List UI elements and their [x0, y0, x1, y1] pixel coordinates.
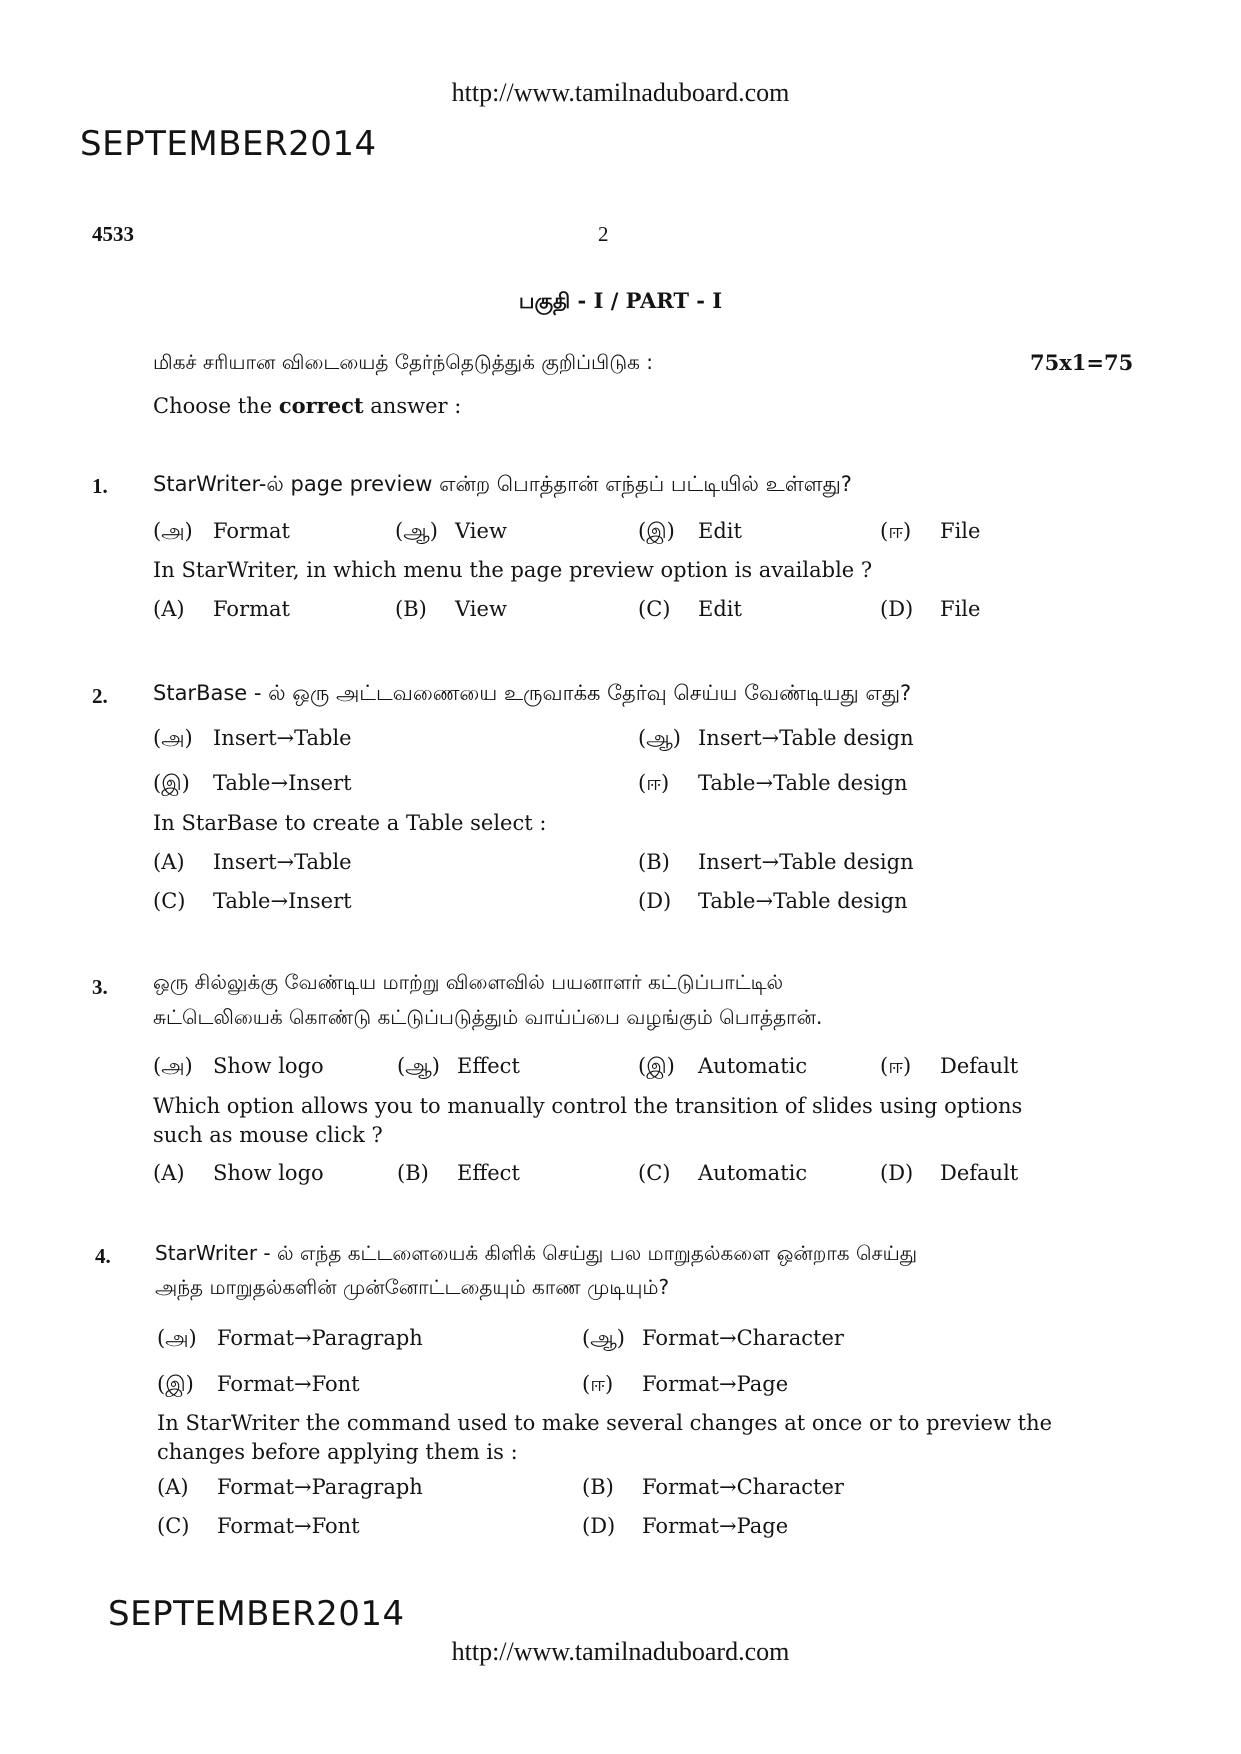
question-text-english-line-1: In StarWriter the command used to make several changes at once or to preview the	[157, 1411, 1053, 1435]
option-ta-c: (இ) Edit	[638, 519, 742, 543]
instruction-tamil: மிகச் சரியான விடையைத் தேர்ந்தெடுத்துக் குறிப்பிடுக :	[153, 350, 653, 374]
question-text-english: In StarBase to create a Table select :	[153, 811, 547, 835]
option-en-d: (D) Table→Table design	[638, 889, 908, 913]
question-text-tamil-line-2: சுட்டெலியைக் கொண்டு கட்டுப்படுத்தும் வாய்ப்பை வழங்கும் பொத்தான்.	[153, 1005, 823, 1029]
question-text-tamil-line-1: ஒரு சில்லுக்கு வேண்டிய மாற்று விளைவில் பயனாளர் கட்டுப்பாட்டில்	[153, 970, 784, 994]
exam-month-top: SEPTEMBER2014	[80, 124, 377, 164]
question-text-english-line-2: changes before applying them is :	[157, 1440, 518, 1464]
source-url-top[interactable]: http://www.tamilnaduboard.com	[451, 78, 790, 107]
instruction-english: Choose the correct answer :	[153, 393, 462, 418]
source-url-bottom[interactable]: http://www.tamilnaduboard.com	[451, 1637, 790, 1666]
option-ta-b: (ஆ) View	[395, 519, 507, 543]
option-ta-a: (அ) Insert→Table	[153, 726, 352, 750]
question-number: 3.	[92, 975, 108, 999]
option-ta-c: (இ) Automatic	[638, 1054, 808, 1078]
option-en-a: (A) Format	[153, 597, 290, 621]
marks-allocation: 75x1=75	[1030, 350, 1134, 375]
option-ta-d: (ஈ) Table→Table design	[638, 771, 908, 795]
question-number: 2.	[92, 684, 108, 708]
option-ta-c: (இ) Table→Insert	[153, 771, 352, 795]
option-en-c: (C) Format→Font	[157, 1514, 360, 1538]
question-text-tamil: StarBase - ல் ஒரு அட்டவணையை உருவாக்க தேர்வு செய்ய வேண்டியது எது?	[153, 681, 912, 705]
paper-code: 4533	[92, 222, 134, 246]
option-en-d: (D) Format→Page	[582, 1514, 789, 1538]
exam-month-bottom: SEPTEMBER2014	[108, 1594, 405, 1634]
option-en-a: (A) Insert→Table	[153, 850, 352, 874]
option-en-d: (D) File	[880, 597, 981, 621]
option-ta-a: (அ) Format	[153, 519, 290, 543]
option-en-b: (B) Format→Character	[582, 1475, 844, 1499]
option-en-b: (B) View	[395, 597, 507, 621]
question-text-english-line-1: Which option allows you to manually control the transition of slides using options	[153, 1094, 1023, 1118]
option-ta-a: (அ) Format→Paragraph	[157, 1326, 423, 1350]
option-en-a: (A) Show logo	[153, 1161, 324, 1185]
question-text-english-line-2: such as mouse click ?	[153, 1123, 383, 1147]
page-number: 2	[598, 222, 609, 246]
option-en-b: (B) Insert→Table design	[638, 850, 914, 874]
option-en-c: (C) Automatic	[638, 1161, 808, 1185]
question-text-english: In StarWriter, in which menu the page preview option is available ?	[153, 558, 873, 582]
question-number: 4.	[95, 1244, 111, 1268]
option-ta-d: (ஈ) Default	[880, 1054, 1019, 1078]
question-text-tamil: StarWriter-ல் page preview என்ற பொத்தான் எந்தப் பட்டியில் உள்ளது?	[153, 472, 852, 496]
question-text-tamil-line-2: அந்த மாறுதல்களின் முன்னோட்டதையும் காண முடியும்?	[155, 1275, 670, 1299]
option-ta-a: (அ) Show logo	[153, 1054, 324, 1078]
option-ta-b: (ஆ) Format→Character	[582, 1326, 844, 1350]
option-en-d: (D) Default	[880, 1161, 1019, 1185]
option-en-a: (A) Format→Paragraph	[157, 1475, 423, 1499]
option-en-b: (B) Effect	[397, 1161, 520, 1185]
option-ta-b: (ஆ) Insert→Table design	[638, 726, 914, 750]
option-en-c: (C) Table→Insert	[153, 889, 352, 913]
option-ta-d: (ஈ) File	[880, 519, 981, 543]
option-ta-b: (ஆ) Effect	[397, 1054, 520, 1078]
option-ta-c: (இ) Format→Font	[157, 1372, 360, 1396]
option-ta-d: (ஈ) Format→Page	[582, 1372, 789, 1396]
option-en-c: (C) Edit	[638, 597, 742, 621]
question-text-tamil-line-1: StarWriter - ல் எந்த கட்டளையைக் கிளிக் செய்து பல மாறுதல்களை ஒன்றாக செய்து	[155, 1241, 918, 1265]
question-number: 1.	[92, 474, 108, 498]
part-title: பகுதி - I / PART - I	[518, 288, 723, 313]
